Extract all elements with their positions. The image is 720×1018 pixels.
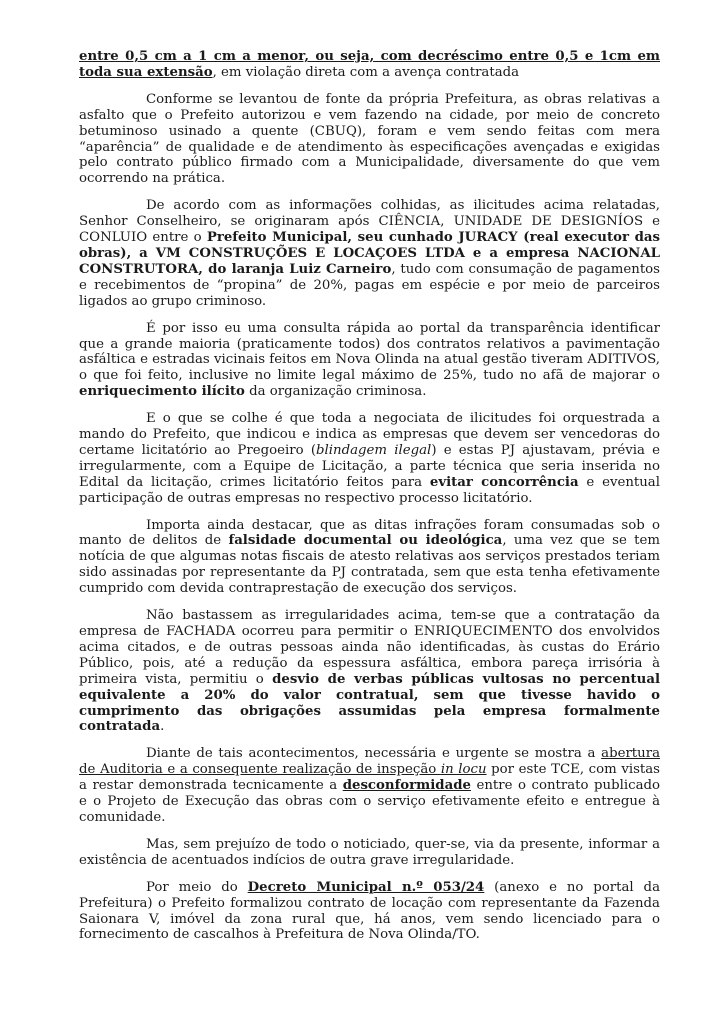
body-text: De acordo com as informações colhidas, as ilicitudes acima relatadas, Senhor Conselheiro, se originaram após CIÊNCIA, UNIDADE DE DESIGNÍOS e CONLUIO entre o (79, 198, 660, 246)
emphasis-text: desconformidade (342, 778, 471, 794)
body-text: Por meio do (146, 879, 248, 895)
body-text: entre o contrato publicado e o Projeto de Execução das obras com o serviço efetivamente efeito e entregue à comunidade. (79, 778, 661, 825)
body-text: , uma vez que se tem notícia de que algumas notas fiscais de atesto relativas aos serviços prestados teriam sido assinadas por representante da PJ contratada, sem que esta tenha efetivamente cumprido com devida contraprestação de execução dos serviços. (79, 533, 660, 597)
body-text: , em violação direta com a avença contratada (212, 64, 520, 80)
paragraph-9 (79, 837, 660, 869)
paragraph-6 (79, 518, 660, 598)
body-text: , tudo com consumação de pagamentos e recebimentos de “propina” de 20%, pagas em espécie e por meio de parceiros ligados ao grupo criminoso. (79, 261, 660, 309)
paragraph-2 (79, 92, 660, 187)
paragraph-8 (79, 746, 660, 826)
body-text: É por isso eu uma consulta rápida ao portal da transparência identificar que a grande maioria (praticamente todos) dos contratos relativos a pavimentação asfáltica e estradas vicinais feitos em Nova Olinda na atual gestão tiveram ADITIVOS, o que foi feito, inclusive no limite legal máximo de 25%, tudo no afã de majorar o (79, 320, 660, 384)
paragraph-10 (79, 880, 660, 944)
body-text: por este TCE, com vistas a restar demonstrada tecnicamente a (79, 762, 660, 794)
decree-reference: Decreto Municipal n.º 053/24 (247, 879, 485, 895)
bold-text: desvio de verbas públicas vultosas no percentual equivalente a 20% do valor contratual, sem que tivesse havido o cumprimento das obrigações assumidas pela empresa formalmente contratada (79, 671, 660, 735)
body-text: (anexo e no portal da Prefeitura) o Prefeito formalizou contrato de locação com representante da Fazenda Saionara V, imóvel da zona rural que, há anos, vem sendo licenciado para o fornecimento de cascalhos à Prefeitura de Nova Olinda/TO. (79, 879, 660, 943)
paragraph-3 (79, 198, 660, 309)
body-text: . (160, 719, 165, 735)
underlined-italic-text: in locu (440, 762, 487, 778)
body-text: Importa ainda destacar, que as ditas infrações foram consumadas sob o manto de delitos de (79, 517, 660, 549)
italic-text: blindagem ilegal (316, 442, 432, 458)
bold-text: evitar concorrência (429, 474, 579, 490)
paragraph-4 (79, 321, 660, 401)
body-text: Não bastassem as irregularidades acima, tem-se que a contratação da empresa de FACHADA ocorreu para permitir o ENRIQUECIMENTO dos envolvidos acima citados, e de outras pessoas ainda não identificadas, às custas do Erário Público, pois, até a redução da espessura asfáltica, embora pareça irrisória à primeira vista, permitiu o (79, 608, 660, 687)
body-text: ) e estas PJ ajustavam, prévia e irregularmente, com a Equipe de Licitação, a parte técnica que seria inserida no Edital da licitação, crimes licitatório feitos para (79, 442, 660, 490)
body-text: da organização criminosa. (244, 384, 427, 400)
body-text: e eventual participação de outras empresas no respectivo processo licitatório. (79, 474, 660, 506)
body-text: Mas, sem prejuízo de todo o noticiado, quer-se, via da presente, informar a existência de acentuados indícios de outra grave irregularidade. (79, 836, 660, 868)
bold-text: Prefeito Municipal, seu cunhado JURACY (real executor das obras), a VM CONSTRUÇÕES E LOCAÇOES LTDA e a empresa NACIONAL CONSTRUTORA, do laranja Luiz Carneiro (79, 230, 660, 277)
paragraph-7 (79, 608, 660, 735)
bold-text: falsidade documental ou ideológica (228, 533, 503, 549)
body-text: Diante de tais acontecimentos, necessária e urgente se mostra a (146, 746, 602, 762)
bold-text: enriquecimento ilícito (79, 384, 245, 400)
paragraph-5 (79, 411, 660, 506)
paragraph-1 (79, 49, 660, 81)
emphasis-text: entre 0,5 cm a 1 cm a menor, ou seja, com decréscimo entre 0,5 e 1cm em toda sua extensão (79, 49, 660, 80)
body-text: E o que se colhe é que toda a negociata de ilicitudes foi orquestrada a mando do Prefeito, que indicou e indica as empresas que devem ser vencedoras do certame licitatório ao Pregoeiro ( (79, 411, 660, 458)
underlined-text: abertura de Auditoria e a consequente realização de inspeção (79, 746, 660, 778)
body-text: Conforme se levantou de fonte da própria Prefeitura, as obras relativas a asfalto que o Prefeito autorizou e vem fazendo na cidade, por meio de concreto betuminoso usinado a quente (CBUQ), foram e vem sendo feitas com mera “aparência” de qualidade e de atendimento às especificações avençadas e exigidas pelo contrato público firmado com a Municipalidade, diversamente do que vem ocorrendo na prática. (79, 91, 660, 187)
